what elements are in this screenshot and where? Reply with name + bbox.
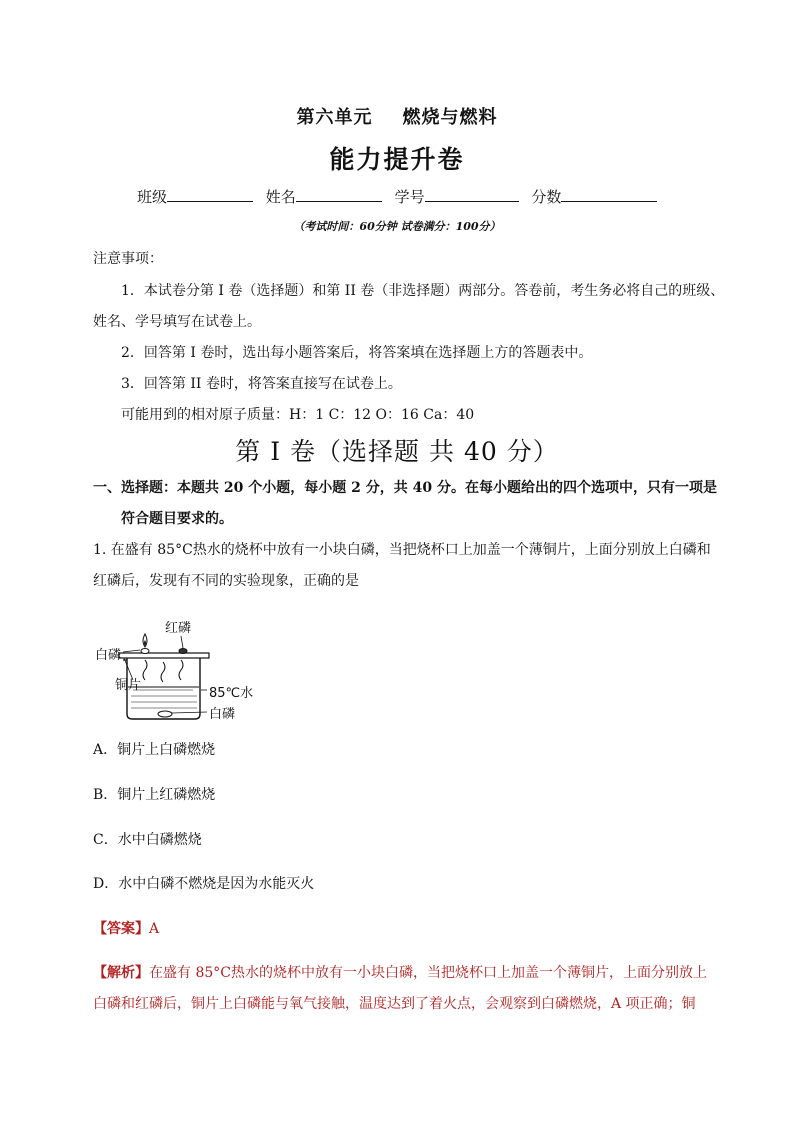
steam-1	[143, 660, 147, 680]
label-white-phosphorus-bottom: 白磷	[209, 707, 236, 722]
label-red-phosphorus: 红磷	[165, 621, 192, 636]
analysis-line-1	[93, 962, 707, 982]
class-field	[137, 186, 253, 207]
red-phosphorus	[179, 649, 187, 654]
analysis-text-1: 在盛有 85°C热水的烧杯中放有一小块白磷，当把烧杯口上加盖一个薄铜片，上面分别放上	[149, 965, 707, 981]
answer-label: 【答案】	[93, 921, 149, 937]
white-phosphorus-plate	[141, 649, 149, 654]
number-blank[interactable]	[425, 187, 519, 202]
note-item-3: 3．回答第 II 卷时，将答案直接写在试卷上。	[121, 376, 402, 392]
student-info-row	[137, 186, 665, 207]
notes-heading: 注意事项：	[93, 251, 163, 267]
section-heading-line-2: 符合题目要求的。	[121, 511, 233, 527]
name-blank[interactable]	[296, 187, 382, 202]
unit-title	[0, 103, 794, 129]
name-field	[266, 186, 382, 207]
number-field	[395, 186, 519, 207]
steam-2	[161, 662, 165, 682]
experiment-figure	[93, 612, 273, 724]
label-copper: 铜片	[115, 678, 142, 693]
question-1-stem-line-2: 红磷后，发现有不同的实验现象，正确的是	[93, 573, 359, 589]
note-item-2: 2．回答第 I 卷时，选出每小题答案后，将答案填在选择题上方的答题表中。	[121, 345, 593, 361]
class-blank[interactable]	[167, 187, 253, 202]
option-c[interactable]: C．水中白磷燃烧	[93, 832, 202, 848]
section-heading-line-1: 一、选择题：本题共 20 个小题，每小题 2 分，共 40 分。在每小题给出的四个选项中，只有一项是	[93, 480, 717, 496]
copper-plate	[119, 653, 209, 658]
score-field	[531, 186, 657, 207]
page-title: 能力提升卷	[329, 145, 465, 174]
answer-line	[93, 918, 159, 938]
part-title: 第 I 卷（选择题 共 40 分）	[235, 437, 559, 466]
white-phosphorus-water	[158, 711, 172, 717]
name-label: 姓名	[265, 188, 296, 206]
question-1-stem-line-1: 1. 在盛有 85°C热水的烧杯中放有一小块白磷，当把烧杯口上加盖一个薄铜片，上面分别放上白磷和	[93, 542, 711, 558]
option-d[interactable]: D．水中白磷不燃烧是因为水能灭火	[93, 876, 315, 892]
number-label: 学号	[394, 188, 425, 206]
option-a[interactable]: A．铜片上白磷燃烧	[93, 742, 216, 758]
label-white-phosphorus-top: 白磷	[95, 648, 122, 663]
analysis-label: 【解析】	[93, 965, 149, 981]
exam-info: （考试时间：60分钟 试卷满分：100分）	[293, 220, 501, 233]
class-label: 班级	[137, 188, 168, 206]
topic-label: 燃烧与燃料	[402, 107, 498, 128]
analysis-line-2: 白磷和红磷后，铜片上白磷能与氧气接触，温度达到了着火点，会观察到白磷燃烧，A 项正确；铜	[93, 996, 696, 1012]
score-label: 分数	[531, 188, 562, 206]
unit-label: 第六单元	[296, 107, 373, 128]
atomic-masses: 可能用到的相对原子质量：H：1 C：12 O：16 Ca：40	[121, 407, 475, 423]
score-blank[interactable]	[561, 187, 657, 202]
label-water: 85℃水	[209, 686, 254, 701]
answer-value: A	[149, 921, 160, 937]
note-item-1-line-1: 1．本试卷分第 I 卷（选择题）和第 II 卷（非选择题）两部分。答卷前，考生务必将自己的班级、	[121, 283, 725, 299]
steam-3	[179, 660, 183, 680]
option-b[interactable]: B．铜片上红磷燃烧	[93, 787, 216, 803]
note-item-1-line-2: 姓名、学号填写在试卷上。	[93, 314, 261, 330]
